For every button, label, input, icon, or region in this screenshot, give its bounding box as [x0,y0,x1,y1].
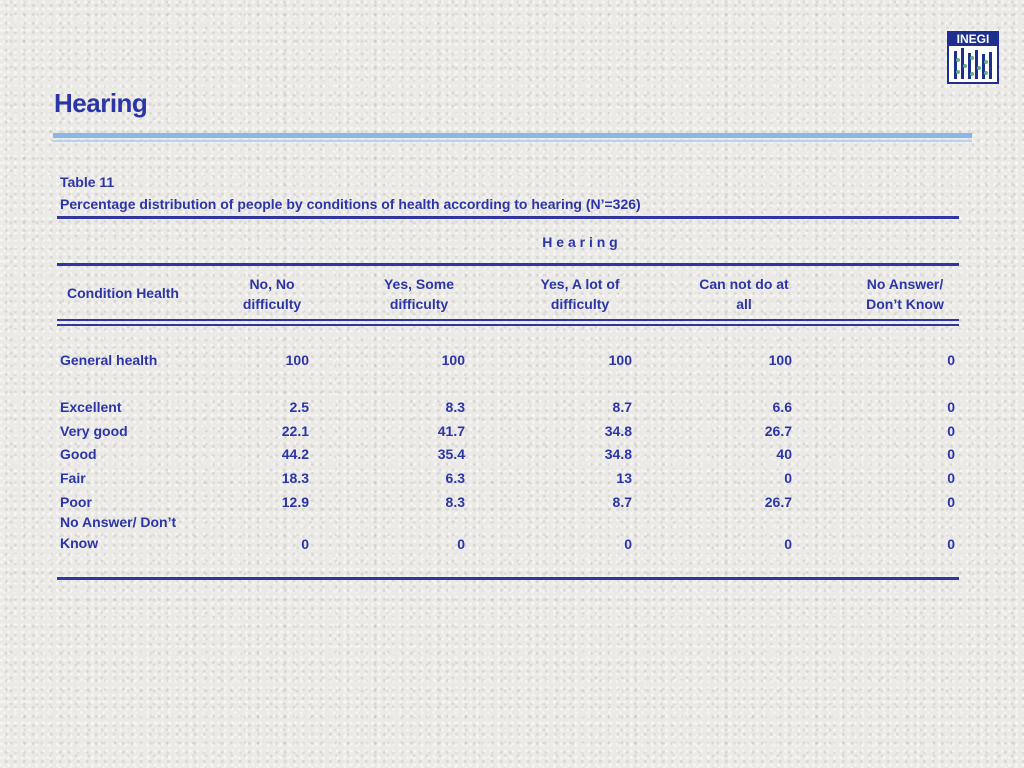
background-seam [349,0,350,768]
cell-value: 8.3 [445,494,465,510]
table-caption: Percentage distribution of people by conditions of health according to hearing (N’=326) [60,196,641,212]
column-header-line2: difficulty [242,296,302,312]
cell-value: 40 [776,446,792,462]
cell-value: 0 [784,470,792,486]
cell-value: 2.5 [289,399,309,415]
row-label: General health [60,352,158,368]
group-header: H e a r i n g [542,234,618,250]
column-header-line1: No, No [249,276,295,292]
logo-graphic-icon [952,48,994,81]
cell-value: 8.7 [612,399,632,415]
cell-value: 100 [768,352,792,368]
background-seam [699,0,700,768]
column-header-line2: all [736,296,752,312]
cell-value: 0 [947,470,955,486]
cell-value: 12.9 [281,494,309,510]
column-header-line2: Don’t Know [866,296,944,312]
cell-value: 8.7 [612,494,632,510]
cell-value: 6.3 [445,470,465,486]
row-label-line2: Know [60,535,99,551]
column-header [349,274,489,314]
cell-value: 18.3 [281,470,309,486]
column-header-line2: difficulty [550,296,610,312]
cell-value: 0 [947,399,955,415]
row-label: Poor [60,494,92,510]
cell-value: 35.4 [437,446,465,462]
cell-value: 0 [947,536,955,552]
cell-value: 100 [441,352,465,368]
cell-value: 8.3 [445,399,465,415]
inegi-logo [947,31,999,84]
cell-value: 0 [947,446,955,462]
table-rule-bottom [57,577,959,580]
column-header [669,274,819,314]
table-rule-top [57,216,959,219]
cell-value: 13 [616,470,632,486]
row-header: Condition Health [67,285,179,301]
column-header [505,274,655,314]
column-header-line1: Yes, Some [383,276,455,292]
cell-value: 6.6 [772,399,792,415]
column-header-line1: Yes, A lot of [540,276,620,292]
cell-value: 0 [624,536,632,552]
row-label: Excellent [60,399,122,415]
cell-value: 0 [947,494,955,510]
column-header-line1: Can not do at [699,276,789,292]
cell-value: 22.1 [281,423,309,439]
row-label: Good [60,446,97,462]
table-number: Table 11 [60,174,115,190]
cell-value: 0 [457,536,465,552]
logo-text: INEGI [949,33,997,46]
title-underline-secondary [53,140,972,142]
cell-value: 26.7 [764,494,792,510]
table-rule-group [57,263,959,266]
cell-value: 41.7 [437,423,465,439]
header-rule-2 [57,324,959,326]
cell-value: 0 [947,423,955,439]
row-label: Very good [60,423,128,439]
column-header [212,274,332,314]
column-header [845,274,965,314]
cell-value: 100 [608,352,632,368]
column-header-line1: No Answer/ [866,276,944,292]
row-label-line1: No Answer/ Don’t [60,514,177,530]
page-title: Hearing [54,88,148,118]
cell-value: 26.7 [764,423,792,439]
cell-value: 44.2 [281,446,309,462]
cell-value: 34.8 [604,423,632,439]
cell-value: 34.8 [604,446,632,462]
cell-value: 0 [947,352,955,368]
header-rule-1 [57,319,959,321]
cell-value: 0 [301,536,309,552]
column-header-line2: difficulty [389,296,449,312]
cell-value: 100 [285,352,309,368]
cell-value: 0 [784,536,792,552]
title-underline [53,133,972,138]
row-label: Fair [60,470,86,486]
